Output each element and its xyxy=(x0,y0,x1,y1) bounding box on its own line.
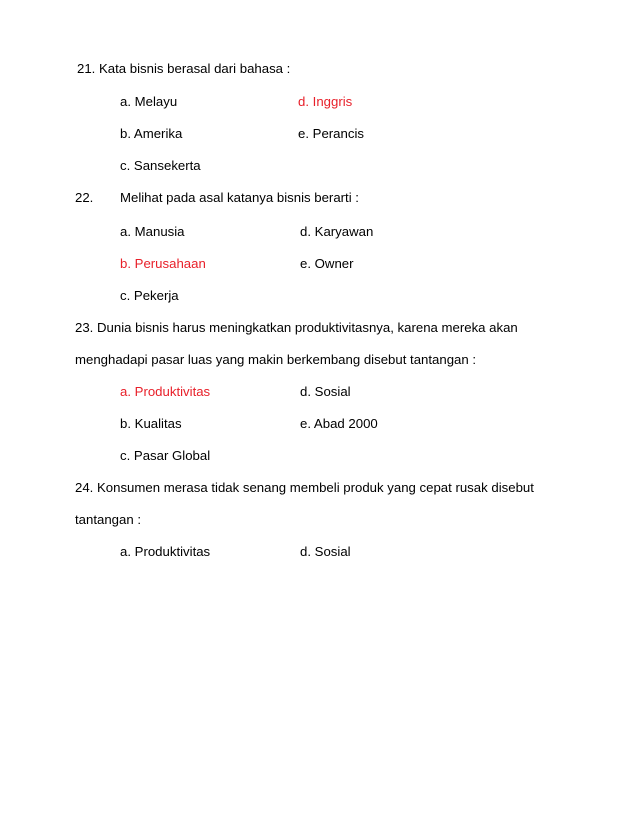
q22-option-c: c. Pekerja xyxy=(120,288,179,303)
q24-question-line1: 24. Konsumen merasa tidak senang membeli produk yang cepat rusak disebut xyxy=(75,480,534,495)
q22-option-e: e. Owner xyxy=(300,256,354,271)
q21-option-d-answer: d. Inggris xyxy=(298,94,353,109)
q22-option-a: a. Manusia xyxy=(120,224,185,239)
q24-option-a: a. Produktivitas xyxy=(120,544,211,559)
q24-question-line2: tantangan : xyxy=(75,512,141,527)
q23-question-line2: menghadapi pasar luas yang makin berkembang disebut tantangan : xyxy=(75,352,477,367)
q21-option-b: b. Amerika xyxy=(120,126,183,141)
q22-question: Melihat pada asal katanya bisnis berarti : xyxy=(120,190,359,205)
q23-option-c: c. Pasar Global xyxy=(120,448,211,463)
q21-option-c: c. Sansekerta xyxy=(120,158,201,173)
q21-option-e: e. Perancis xyxy=(298,126,364,141)
q22-option-d: d. Karyawan xyxy=(300,224,374,239)
q22-number: 22. xyxy=(75,190,94,205)
q22-option-b-answer: b. Perusahaan xyxy=(120,256,206,271)
q23-option-a-answer: a. Produktivitas xyxy=(120,384,211,399)
q24-option-d: d. Sosial xyxy=(300,544,351,559)
q23-option-e: e. Abad 2000 xyxy=(300,416,378,431)
q23-option-d: d. Sosial xyxy=(300,384,351,399)
q21-question: 21. Kata bisnis berasal dari bahasa : xyxy=(77,61,291,76)
q23-option-b: b. Kualitas xyxy=(120,416,182,431)
q21-option-a: a. Melayu xyxy=(120,94,178,109)
q23-question-line1: 23. Dunia bisnis harus meningkatkan produktivitasnya, karena mereka akan xyxy=(75,320,518,335)
